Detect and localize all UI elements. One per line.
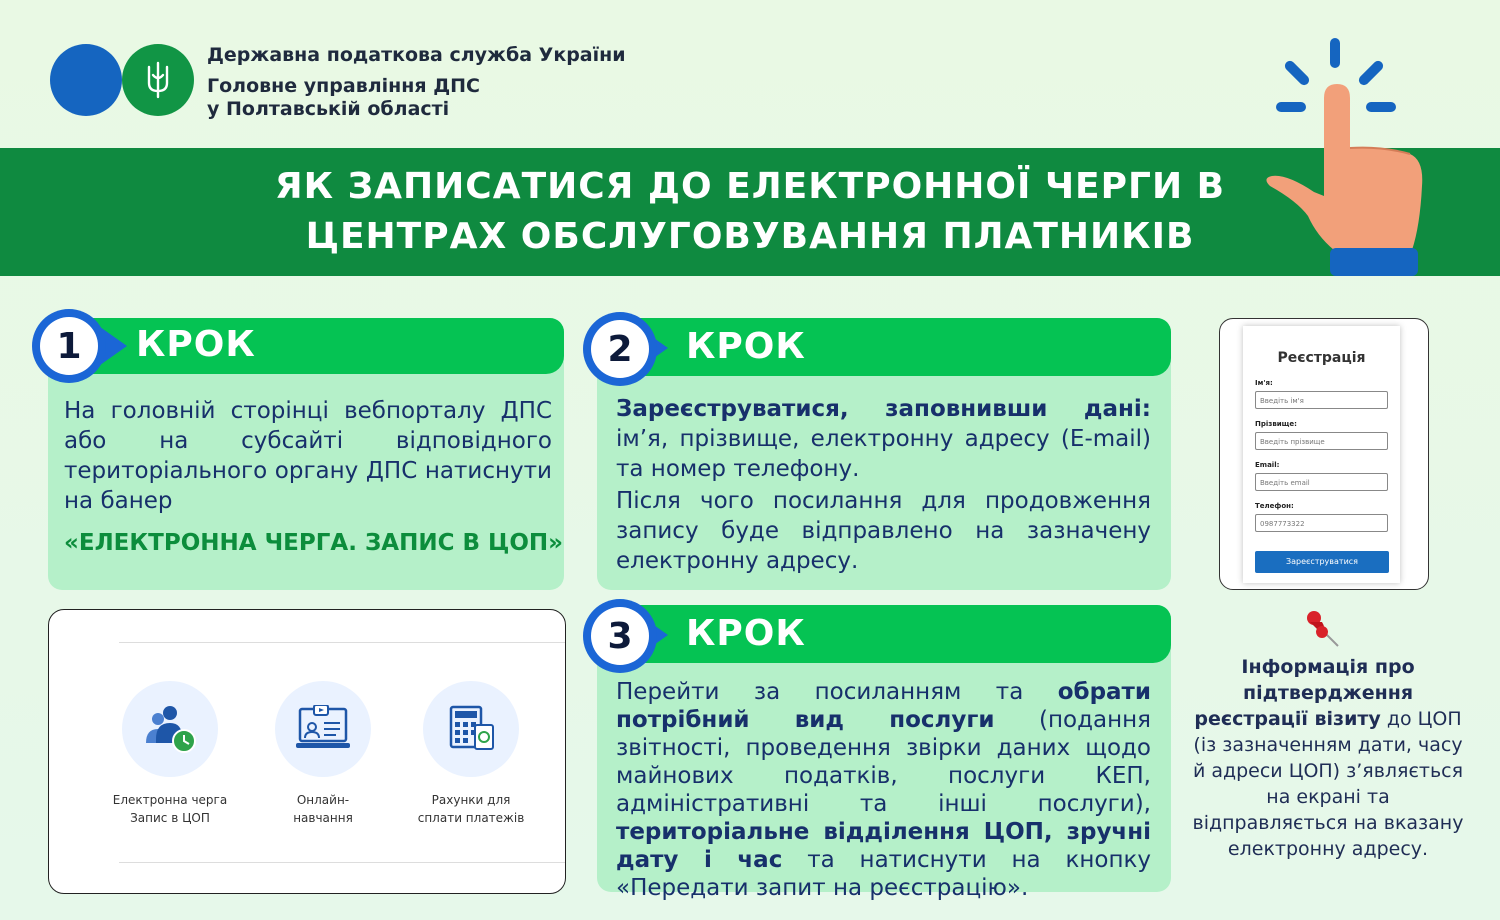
email-field[interactable]: Введіть email [1255, 473, 1388, 491]
org-division: Головне управління ДПС [207, 75, 481, 97]
pointing-hand-icon [1262, 36, 1432, 278]
step3-text-bold2: територіальне відділення ЦОП, зручні дату і час [616, 819, 1151, 873]
divider-bottom [119, 862, 565, 863]
step1-title: КРОК [136, 324, 256, 365]
portal-screenshot [48, 609, 566, 894]
step3-text-part1: Перейти за посиланням та [616, 679, 1058, 705]
form-title: Реєстрація [1277, 350, 1366, 366]
step2-number: 2 [591, 320, 649, 378]
page-title-line2: ЦЕНТРАХ ОБСЛУГОВУВАННЯ ПЛАТНИКІВ [305, 216, 1195, 257]
service-label-line2: Запис в ЦОП [130, 811, 210, 825]
step2-text [616, 394, 1151, 484]
calculator-icon [445, 703, 497, 755]
step1-text: На головній сторінці вебпорталу ДПС або на субсайті відповідного територіального органу ДПС натиснути на банер [64, 398, 552, 514]
service-icon-circle[interactable] [122, 681, 218, 777]
online-learning-icon [294, 705, 352, 753]
step2-text2: Після чого посилання для продовження запису буде відправлено на зазначену електронну адресу. [616, 488, 1151, 574]
dps-logo-blue-circle [50, 44, 122, 116]
confirmation-info-rest: до ЦОП (із зазначенням дати, часу й адреси ЦОП) з’являється на екрані та відправляється на вказану електронну адресу. [1192, 708, 1464, 860]
step2-text-bold: Зареєструватися, заповнивши дані: [616, 396, 1151, 422]
service-label-line2: навчання [293, 811, 353, 825]
registration-form [1243, 326, 1400, 583]
surname-label: Прізвище: [1255, 420, 1297, 428]
step1-number: 1 [40, 317, 98, 375]
step2-number-badge [583, 312, 657, 386]
step3-text-part3: та натиснути на кнопку «Передати запит на реєстрацію». [616, 847, 1152, 901]
service-label-line1: Електронна черга [112, 793, 228, 807]
step3-header [597, 605, 1171, 663]
page-title-line1: ЯК ЗАПИСАТИСЯ ДО ЕЛЕКТРОННОЇ ЧЕРГИ В [274, 166, 1226, 207]
divider-top [119, 642, 565, 643]
surname-field[interactable]: Введіть прізвище [1255, 432, 1388, 450]
trident-icon [143, 61, 173, 99]
step3-text [616, 678, 1151, 902]
step2-title: КРОК [686, 326, 806, 367]
service-label[interactable] [406, 791, 536, 827]
dps-logo-green-circle [122, 44, 194, 116]
service-label-line1: Рахунки для [431, 793, 511, 807]
users-clock-icon [142, 703, 198, 755]
service-icon-circle[interactable] [423, 681, 519, 777]
name-field[interactable]: Введіть ім'я [1255, 391, 1388, 409]
pushpin-icon [1300, 608, 1344, 648]
org-name: Державна податкова служба України [207, 44, 626, 66]
step3-text-part2: (подання звітності, проведення звірки даних щодо майнових податків, послуги КЕП, адміністративні та інші послуги), [616, 707, 1151, 817]
email-label: Email: [1255, 461, 1280, 469]
phone-label: Телефон: [1255, 502, 1294, 510]
phone-field[interactable]: 0987773322 [1255, 514, 1388, 532]
step3-number: 3 [591, 607, 649, 665]
confirmation-info [1188, 654, 1468, 862]
confirmation-info-bold: Інформація про підтвердження реєстрації візиту [1194, 656, 1415, 730]
org-region: у Полтавській області [207, 98, 450, 120]
step1-number-badge [32, 309, 106, 383]
service-label-line2: сплати платежів [417, 811, 525, 825]
service-label[interactable] [105, 791, 235, 827]
step2-header [597, 318, 1171, 376]
step3-title: КРОК [686, 613, 806, 654]
step3-number-badge [583, 599, 657, 673]
service-label-line1: Онлайн- [296, 793, 350, 807]
step1-cta: «ЕЛЕКТРОННА ЧЕРГА. ЗАПИС В ЦОП» [64, 530, 564, 556]
step3-text-bold1: обрати потрібний вид послуги [616, 679, 1151, 733]
service-label[interactable] [258, 791, 388, 827]
name-label: Ім'я: [1255, 379, 1273, 387]
service-icon-circle[interactable] [275, 681, 371, 777]
register-button[interactable]: Зареєструватися [1255, 551, 1389, 573]
step2-text-rest: ім’я, прізвище, електронну адресу (E-mail) та номер телефону. [616, 426, 1151, 482]
